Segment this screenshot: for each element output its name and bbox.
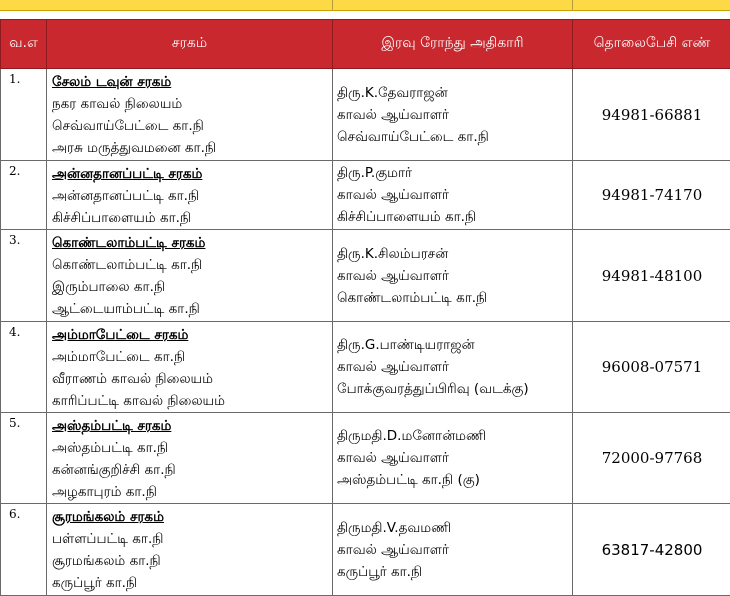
station-name: காரிப்பட்டி காவல் நிலையம் <box>52 390 332 412</box>
serial-number: 1. <box>1 69 47 161</box>
serial-number: 3. <box>1 230 47 322</box>
officer-rank: காவல் ஆய்வாளர் <box>337 265 572 287</box>
station-name: அன்னதானப்பட்டி கா.நி <box>52 185 332 207</box>
officer-name: திரு.K.தேவராஜன் <box>337 82 572 104</box>
officer-name: திருமதி.V.தவமணி <box>337 517 572 539</box>
officer-rank: காவல் ஆய்வாளர் <box>337 104 572 126</box>
area-cell <box>47 322 333 413</box>
officer-rank: காவல் ஆய்வாளர் <box>337 447 572 469</box>
table-row <box>1 230 730 322</box>
officer-rank: காவல் ஆய்வாளர் <box>337 356 572 378</box>
officer-name: திரு.K.சிலம்பரசன் <box>337 243 572 265</box>
officer-name: திரு.G.பாண்டியராஜன் <box>337 334 572 356</box>
table-row <box>1 413 730 504</box>
phone-number: 94981-48100 <box>573 230 730 322</box>
header-area: சரகம் <box>47 20 333 69</box>
officer-cell <box>333 413 573 504</box>
area-cell <box>47 504 333 596</box>
officer-station: கொண்டலாம்பட்டி கா.நி <box>337 287 572 309</box>
phone-number: 72000-97768 <box>573 413 730 504</box>
station-name: வீராணம் காவல் நிலையம் <box>52 368 332 390</box>
phone-number: 63817-42800 <box>573 504 730 596</box>
officer-rank: காவல் ஆய்வாளர் <box>337 184 572 206</box>
station-name: கொண்டலாம்பட்டி கா.நி <box>52 254 332 276</box>
phone-number: 94981-74170 <box>573 161 730 230</box>
station-name: சூரமங்கலம் கா.நி <box>52 550 332 572</box>
officer-station: கிச்சிப்பாளையம் கா.நி <box>337 206 572 228</box>
officer-cell <box>333 322 573 413</box>
station-name: நகர காவல் நிலையம் <box>52 93 332 115</box>
station-name: அம்மாபேட்டை கா.நி <box>52 346 332 368</box>
header-serial-number: வ.எ <box>1 20 47 69</box>
station-name: அழகாபுரம் கா.நி <box>52 481 332 503</box>
officer-cell <box>333 504 573 596</box>
phone-number: 96008-07571 <box>573 322 730 413</box>
station-name: அரசு மருத்துவமனை கா.நி <box>52 137 332 159</box>
spacer <box>0 11 730 19</box>
station-name: கிச்சிப்பாளையம் கா.நி <box>52 207 332 229</box>
officer-rank: காவல் ஆய்வாளர் <box>337 539 572 561</box>
area-cell <box>47 413 333 504</box>
serial-number: 6. <box>1 504 47 596</box>
station-name: அஸ்தம்பட்டி கா.நி <box>52 437 332 459</box>
table-row <box>1 322 730 413</box>
area-title: அம்மாபேட்டை சரகம் <box>52 324 332 346</box>
header-phone-number: தொலைபேசி எண் <box>573 20 730 69</box>
area-title: அன்னதானப்பட்டி சரகம் <box>52 163 332 185</box>
top-strip <box>0 0 730 11</box>
officer-station: போக்குவரத்துப்பிரிவு (வடக்கு) <box>337 378 572 400</box>
station-name: கருப்பூர் கா.நி <box>52 572 332 594</box>
serial-number: 5. <box>1 413 47 504</box>
station-name: ஆட்டையாம்பட்டி கா.நி <box>52 298 332 320</box>
table-header-row <box>1 20 730 69</box>
area-cell <box>47 161 333 230</box>
serial-number: 4. <box>1 322 47 413</box>
station-name: செவ்வாய்பேட்டை கா.நி <box>52 115 332 137</box>
header-night-patrol-officer: இரவு ரோந்து அதிகாரி <box>333 20 573 69</box>
area-title: அஸ்தம்பட்டி சரகம் <box>52 415 332 437</box>
table-row <box>1 504 730 596</box>
station-name: இரும்பாலை கா.நி <box>52 276 332 298</box>
area-title: சூரமங்கலம் சரகம் <box>52 506 332 528</box>
station-name: பள்ளப்பட்டி கா.நி <box>52 528 332 550</box>
station-name: கன்னங்குறிச்சி கா.நி <box>52 459 332 481</box>
officer-name: திரு.P.குமார் <box>337 162 572 184</box>
phone-number: 94981-66881 <box>573 69 730 161</box>
officer-cell <box>333 230 573 322</box>
serial-number: 2. <box>1 161 47 230</box>
area-title: கொண்டலாம்பட்டி சரகம் <box>52 232 332 254</box>
top-strip-divider <box>332 0 333 10</box>
officer-station: கருப்பூர் கா.நி <box>337 561 572 583</box>
officer-name: திருமதி.D.மனோன்மணி <box>337 425 572 447</box>
officer-station: அஸ்தம்பட்டி கா.நி (கு) <box>337 469 572 491</box>
officer-station: செவ்வாய்பேட்டை கா.நி <box>337 126 572 148</box>
top-strip-divider <box>572 0 573 10</box>
officer-cell <box>333 69 573 161</box>
table-row <box>1 161 730 230</box>
area-cell <box>47 230 333 322</box>
area-cell <box>47 69 333 161</box>
table-row <box>1 69 730 161</box>
night-patrol-table <box>0 19 730 596</box>
area-title: சேலம் டவுன் சரகம் <box>52 71 332 93</box>
officer-cell <box>333 161 573 230</box>
